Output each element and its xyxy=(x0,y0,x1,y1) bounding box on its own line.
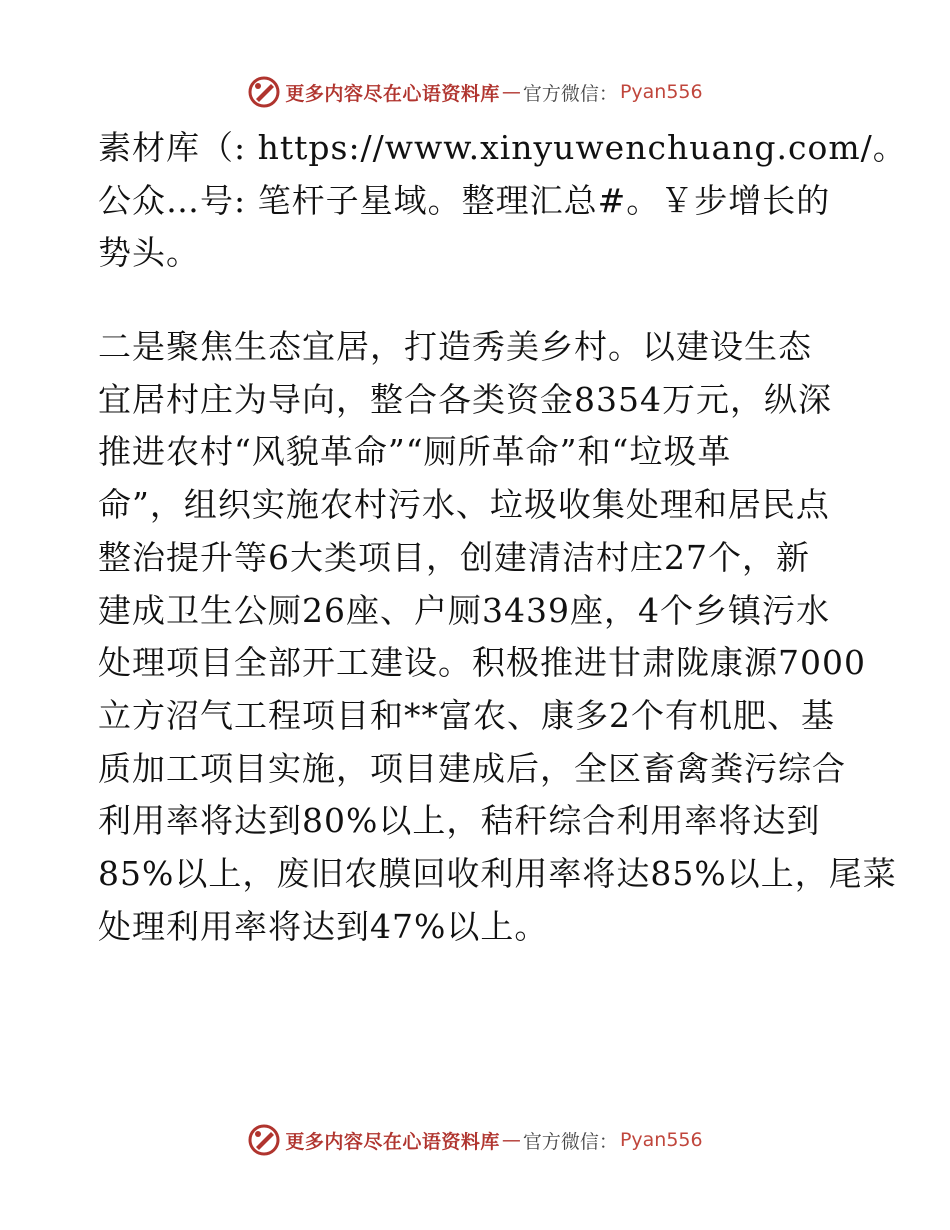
watermark-brand: 更多内容尽在心语资料库 xyxy=(285,82,500,105)
watermark-account: Pyan556 xyxy=(619,81,703,103)
document-body xyxy=(98,122,907,953)
text-line: 建成卫生公厕26座、户厕3439座，4个乡镇污水 xyxy=(98,590,830,630)
paragraph-gap xyxy=(98,280,868,321)
text-line: 质加工项目实施，项目建成后，全区畜禽粪污综合 xyxy=(98,748,846,788)
watermark-brand: 更多内容尽在心语资料库 xyxy=(285,1130,500,1153)
text-line: 85%以上，废旧农膜回收利用率将达85%以上，尾菜 xyxy=(98,853,897,893)
watermark-label: 官方微信： xyxy=(522,82,618,105)
text-line: 二是聚焦生态宜居，打造秀美乡村。以建设生态 xyxy=(98,327,812,367)
text-line: 推进农村“风貌革命”“厕所革命”和“垃圾革 xyxy=(98,432,732,472)
text-line: 公众…号: 笔杆子星域。整理汇总#。￥步增长的 xyxy=(98,180,831,220)
text-line: 势头。 xyxy=(98,233,200,273)
watermark-dash: — xyxy=(501,81,521,103)
text-line: 整治提升等6大类项目，创建清洁村庄27个，新 xyxy=(98,537,810,577)
paragraph-2 xyxy=(98,321,897,953)
footer-watermark xyxy=(0,1120,950,1160)
brand-logo-icon xyxy=(247,1123,281,1157)
text-line: 处理项目全部开工建设。积极推进甘肃陇康源7000 xyxy=(98,643,866,683)
watermark-account: Pyan556 xyxy=(619,1129,703,1151)
brand-logo-icon xyxy=(247,75,281,109)
text-line: 立方沼气工程项目和**富农、康多2个有机肥、基 xyxy=(98,695,835,735)
paragraph-1 xyxy=(98,122,907,280)
watermark-label: 官方微信： xyxy=(522,1130,618,1153)
watermark-dash: — xyxy=(501,1129,521,1151)
text-line: 宜居村庄为导向，整合各类资金8354万元，纵深 xyxy=(98,379,832,419)
text-line: 利用率将达到80%以上，秸秆综合利用率将达到 xyxy=(98,801,821,841)
text-line: 素材库（: https://www.xinyuwenchuang.com/。 xyxy=(98,128,907,167)
text-line: 命”，组织实施农村污水、垃圾收集处理和居民点 xyxy=(98,485,830,525)
header-watermark xyxy=(0,72,950,112)
text-line: 处理利用率将达到47%以上。 xyxy=(98,906,549,946)
